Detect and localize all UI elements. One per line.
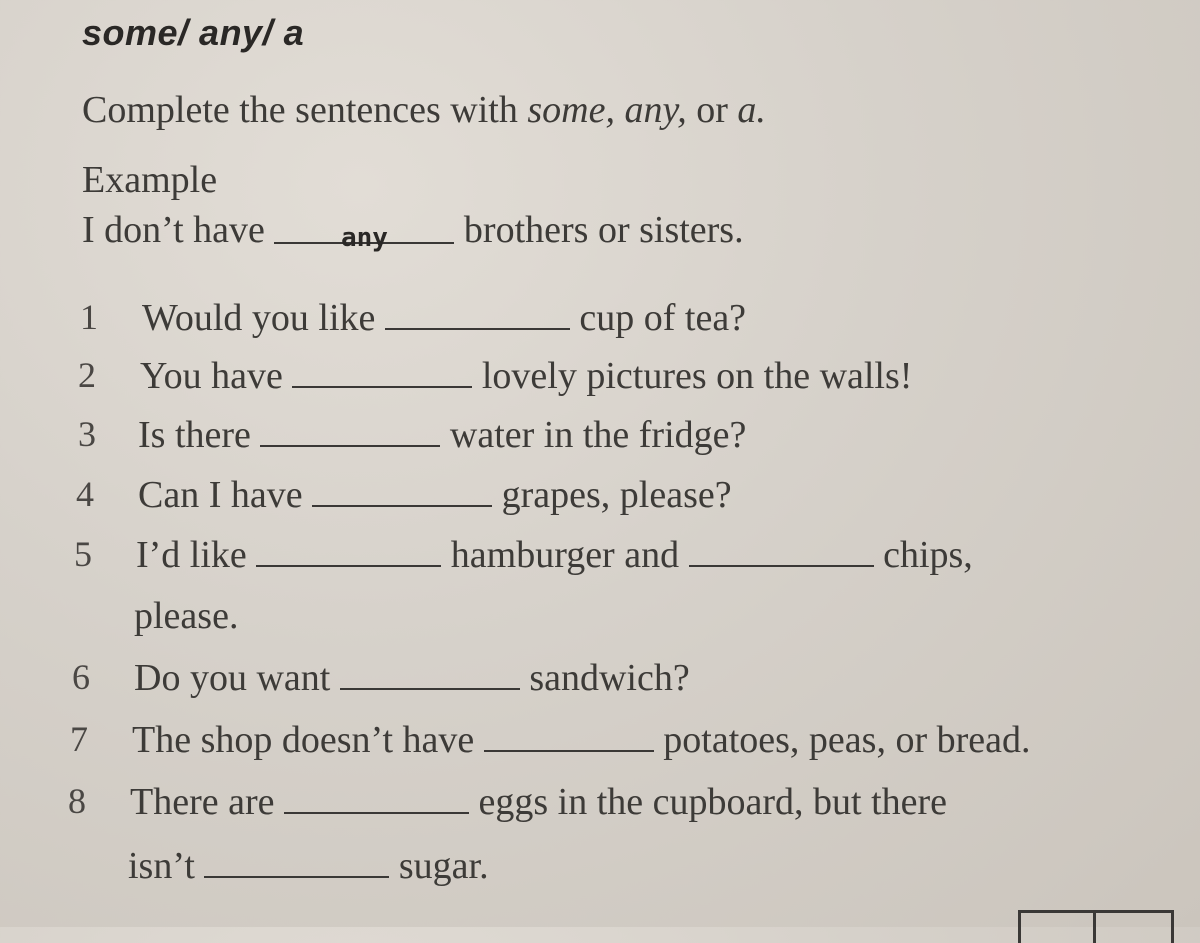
item-number: 2 — [78, 355, 96, 395]
answer-blank[interactable] — [484, 716, 654, 752]
answer-blank[interactable] — [312, 471, 492, 507]
item-3 — [138, 411, 746, 457]
item-number: 5 — [74, 534, 92, 574]
item-5-continuation: please. — [134, 595, 239, 637]
instructions — [82, 88, 766, 132]
answer-blank[interactable] — [385, 294, 570, 330]
item-number: 7 — [70, 719, 88, 759]
item-text: hamburger and — [450, 534, 680, 576]
instructions-or: or — [686, 89, 738, 131]
answer-blank[interactable] — [256, 531, 441, 567]
item-text: Do you want — [134, 657, 331, 699]
item-text: potatoes, peas, or bread. — [663, 719, 1031, 761]
item-number: 3 — [78, 414, 96, 454]
item-text: You have — [140, 355, 283, 397]
item-8-continuation — [128, 842, 489, 888]
example-before: I don’t have — [82, 209, 265, 251]
example-answer: any — [340, 223, 388, 253]
example-sentence — [82, 208, 744, 252]
item-4 — [138, 471, 732, 517]
item-text: grapes, please? — [501, 474, 732, 516]
answer-blank[interactable] — [260, 411, 440, 447]
item-number: 8 — [68, 781, 86, 821]
item-text: There are — [130, 781, 275, 823]
item-text: isn’t — [128, 845, 195, 887]
item-text: sugar. — [398, 845, 489, 887]
item-6 — [134, 654, 690, 700]
item-number: 1 — [80, 297, 98, 337]
answer-blank[interactable] — [292, 352, 472, 388]
item-1 — [142, 294, 746, 340]
item-text: chips, — [883, 534, 973, 576]
item-2 — [140, 352, 912, 398]
item-text: Is there — [138, 414, 251, 456]
item-text: Can I have — [138, 474, 303, 516]
item-7 — [132, 716, 1030, 762]
item-text: lovely pictures on the walls! — [481, 355, 913, 397]
item-8 — [130, 778, 947, 824]
answer-blank[interactable] — [204, 842, 389, 878]
item-text: Would you like — [142, 297, 376, 339]
item-number: 6 — [72, 657, 90, 697]
instructions-a: a. — [737, 89, 766, 131]
item-number: 4 — [76, 474, 94, 514]
answer-box-divider — [1093, 913, 1096, 943]
item-text: water in the fridge? — [449, 414, 747, 456]
page-title: some/ any/ a — [82, 12, 305, 53]
item-text: cup of tea? — [579, 297, 747, 339]
answer-blank[interactable] — [689, 531, 874, 567]
example-answer-blank — [274, 208, 454, 253]
instructions-some: some, — [527, 89, 615, 131]
instructions-prefix: Complete the sentences with — [82, 89, 528, 131]
item-text: sandwich? — [529, 657, 690, 699]
example-after: brothers or sisters. — [463, 209, 744, 251]
item-text: The shop doesn’t have — [132, 719, 475, 761]
example-label: Example — [82, 159, 218, 201]
item-5 — [136, 531, 973, 577]
item-text: I’d like — [136, 534, 247, 576]
answer-blank[interactable] — [284, 778, 469, 814]
answer-blank[interactable] — [340, 654, 520, 690]
instructions-any: any, — [624, 89, 687, 131]
item-text: eggs in the cupboard, but there — [478, 781, 948, 823]
